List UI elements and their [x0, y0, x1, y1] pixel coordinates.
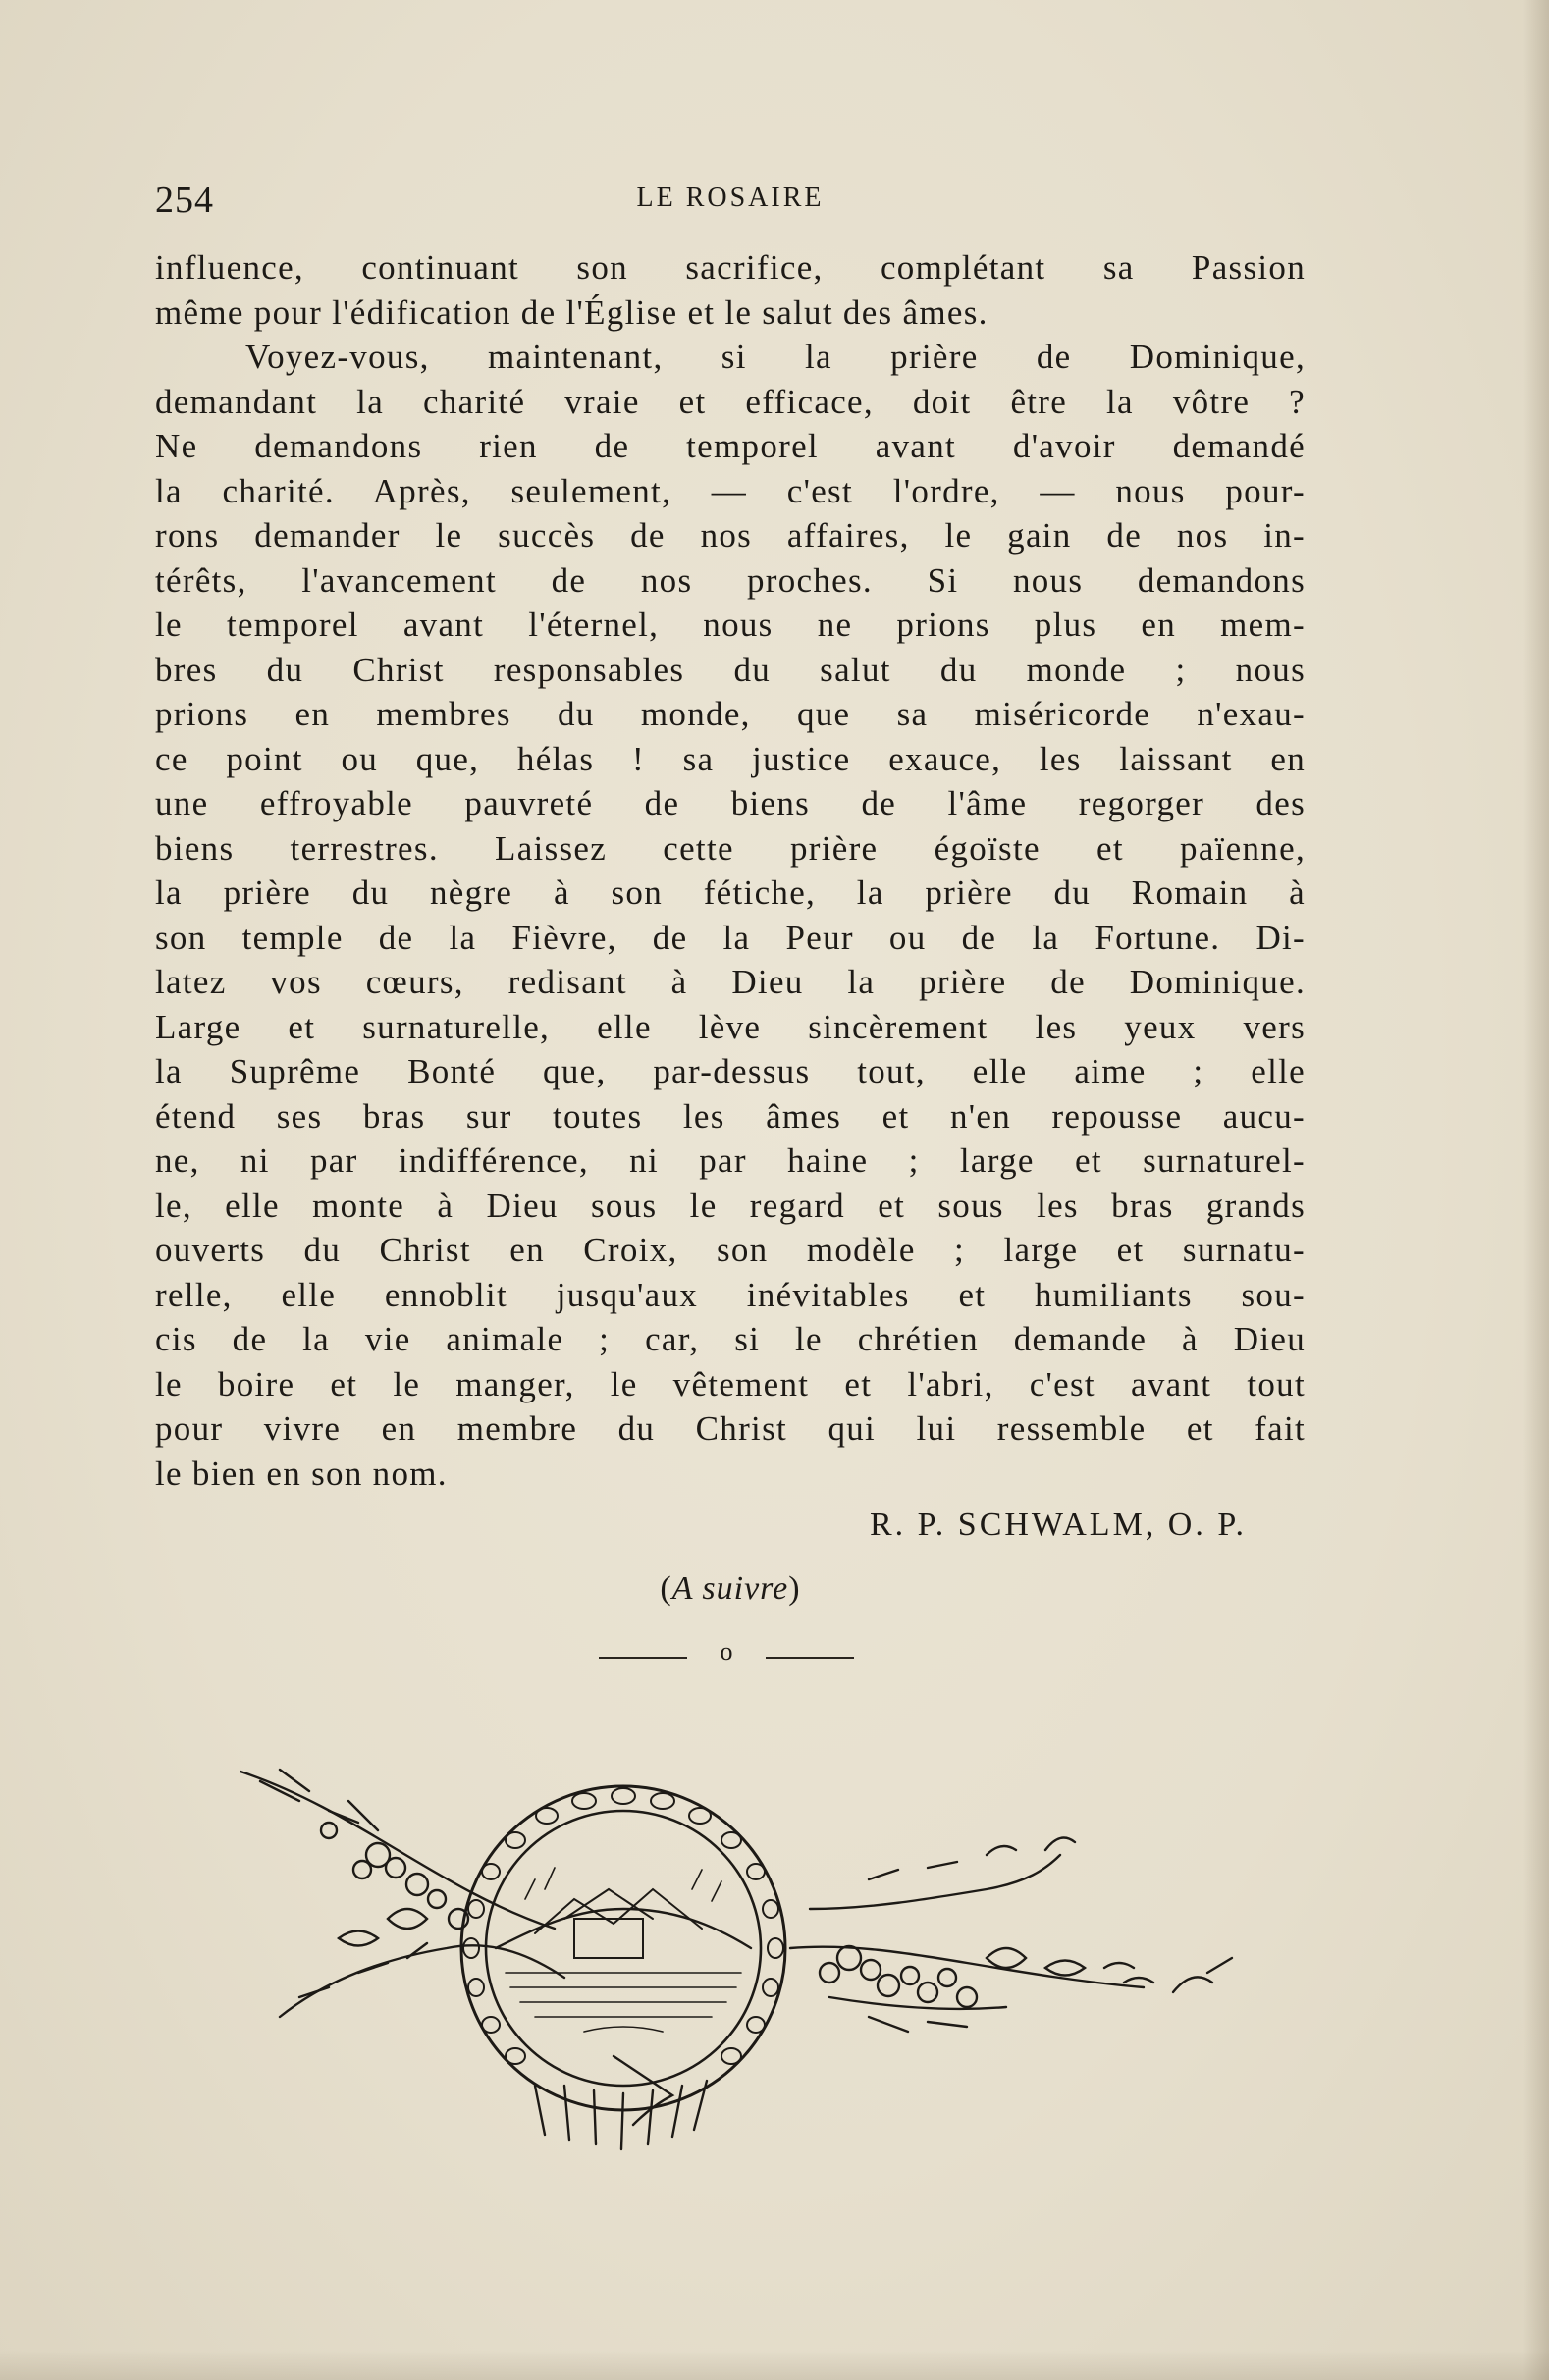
text-line: bres du Christ responsables du salut du monde ; nous: [155, 650, 1306, 689]
to-follow-text: A suivre: [671, 1570, 789, 1607]
text-line: cis de la vie animale ; car, si le chrétien demande à Dieu: [155, 1320, 1306, 1358]
text-line: ne, ni par indifférence, ni par haine ; large et surnaturel-: [155, 1141, 1306, 1180]
body-text: [155, 245, 1306, 1496]
text-line: térêts, l'avancement de nos proches. Si nous demandons: [155, 560, 1306, 600]
text-line: latez vos cœurs, redisant à Dieu la prière de Dominique.: [155, 963, 1306, 1001]
text-line: influence, continuant son sacrifice, complétant sa Passion: [155, 248, 1306, 287]
section-separator: [599, 1637, 854, 1676]
separator-rule-right: [766, 1657, 854, 1659]
text-line: demandant la charité vraie et efficace, doit être la vôtre ?: [155, 382, 1306, 421]
text-line: Large et surnaturelle, elle lève sincèrement les yeux vers: [155, 1007, 1306, 1046]
text-line: pour vivre en membre du Christ qui lui ressemble et fait: [155, 1409, 1306, 1448]
text-line: relle, elle ennoblit jusqu'aux inévitables et humiliants sou-: [155, 1275, 1306, 1314]
text-line: la prière du nègre à son fétiche, la prière du Romain à: [155, 873, 1306, 912]
separator-mark: o: [720, 1637, 733, 1666]
text-line: Ne demandons rien de temporel avant d'avoir demandé: [155, 427, 1306, 465]
text-line: le, elle monte à Dieu sous le regard et sous les bras grands: [155, 1186, 1306, 1225]
text-line: la Suprême Bonté que, par-dessus tout, elle aime ; elle: [155, 1052, 1306, 1090]
page-bottom-shadow: [0, 2351, 1549, 2380]
text-line: son temple de la Fièvre, de la Peur ou de la Fortune. Di-: [155, 918, 1306, 957]
text-line: le bien en son nom.: [155, 1454, 448, 1493]
to-follow-note: [155, 1570, 1306, 1608]
text-line: le temporel avant l'éternel, nous ne prions plus en mem-: [155, 606, 1306, 644]
text-line: le boire et le manger, le vêtement et l'abri, c'est avant tout: [155, 1364, 1306, 1403]
text-line: Voyez-vous, maintenant, si la prière de Dominique,: [245, 338, 1306, 376]
page-header: [155, 179, 1306, 228]
text-line: ce point ou que, hélas ! sa justice exauce, les laissant en: [155, 739, 1306, 778]
text-line: ouverts du Christ en Croix, son modèle ; large et surnatu-: [155, 1231, 1306, 1269]
paren-open: (: [660, 1570, 672, 1607]
text-line: une effroyable pauvreté de biens de l'âme regorger des: [155, 784, 1306, 822]
decorative-vignette-illustration: [240, 1762, 1261, 2154]
paren-close: ): [788, 1570, 801, 1607]
text-line: prions en membres du monde, que sa miséricorde n'exau-: [155, 695, 1306, 733]
page-number: 254: [155, 180, 214, 221]
text-line: la charité. Après, seulement, — c'est l'ordre, — nous pour-: [155, 471, 1306, 510]
text-line: biens terrestres. Laissez cette prière égoïste et païenne,: [155, 828, 1306, 868]
text-line: même pour l'édification de l'Église et le salut des âmes.: [155, 292, 988, 332]
text-line: étend ses bras sur toutes les âmes et n'en repousse aucu-: [155, 1096, 1306, 1136]
running-title: LE ROSAIRE: [636, 183, 825, 213]
page-edge-shadow: [1523, 0, 1549, 2380]
text-line: rons demander le succès de nos affaires, le gain de nos in-: [155, 516, 1306, 555]
author-signature: R. P. SCHWALM, O. P.: [869, 1507, 1247, 1543]
